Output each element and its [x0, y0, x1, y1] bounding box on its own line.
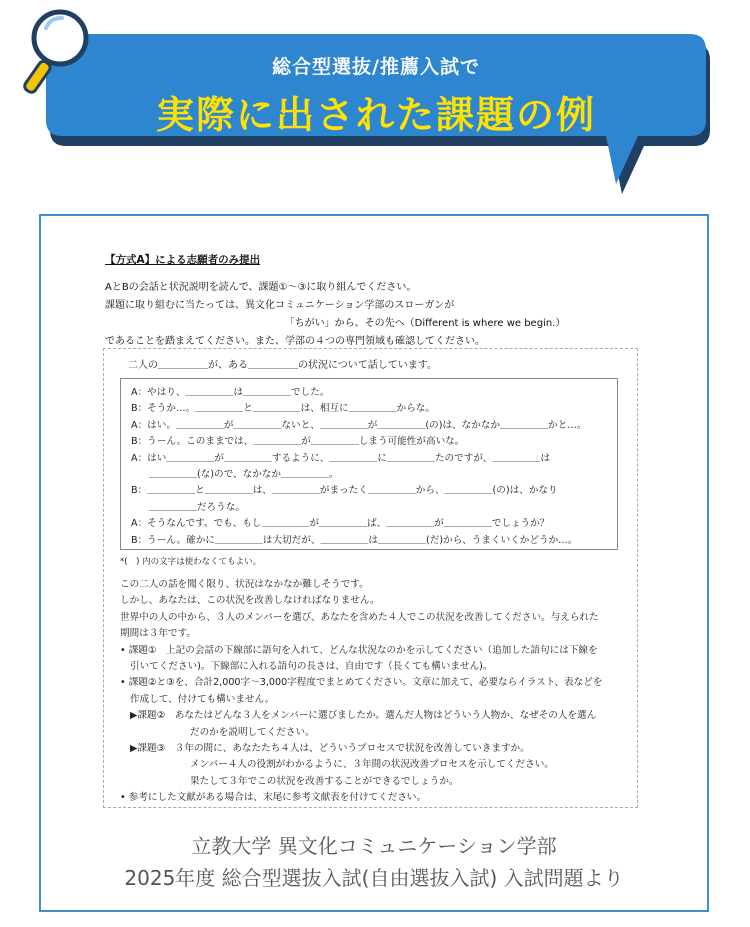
dialog-line: ＿＿＿＿＿(な)ので、なかなか＿＿＿＿＿。	[149, 469, 339, 481]
task-box	[103, 348, 638, 808]
intro-line: AとBの会話と状況説明を読んで、課題①～③に取り組んでください。	[105, 282, 417, 293]
document-heading: 【方式A】による志願者のみ提出	[105, 254, 261, 266]
task-intro: 二人の＿＿＿＿＿が、ある＿＿＿＿＿の状況について話しています。	[128, 360, 437, 371]
dialog-line: A：やはり、＿＿＿＿＿は＿＿＿＿＿でした。	[131, 387, 330, 398]
dialog-line: A：はい＿＿＿＿＿が＿＿＿＿＿するように、＿＿＿＿＿に＿＿＿＿＿たのですが、＿＿＿＿＿は	[131, 452, 551, 464]
intro-line: であることを踏まえてください。また、学部の４つの専門領域も確認してください。	[105, 336, 485, 347]
dialog-line: A：そうなんです。でも、もし＿＿＿＿＿が＿＿＿＿＿ば、＿＿＿＿＿が＿＿＿＿＿でしょうか？	[131, 518, 550, 530]
task-line: しかし、あなたは、この状況を改善しなければなりません。	[120, 595, 380, 607]
banner-title: 実際に出された課題の例	[155, 93, 596, 137]
dialog-line: B：うーん。このままでは、＿＿＿＿＿が＿＿＿＿＿しまう可能性が高いな。	[131, 436, 465, 448]
dialog-line: B：＿＿＿＿＿と＿＿＿＿＿は、＿＿＿＿＿がまったく＿＿＿＿＿から、＿＿＿＿＿(の)は、かなり	[131, 485, 558, 497]
task-line: • 参考にした文献がある場合は、末尾に参考文献表を付けてください。	[120, 792, 427, 804]
task-line: 作成して、付けても構いません。	[130, 693, 275, 705]
dialog-line: B：そうか…。＿＿＿＿＿と＿＿＿＿＿は、相互に＿＿＿＿＿からな。	[131, 403, 435, 415]
note-text: *( ) 内の文字は使わなくてもよい。	[120, 557, 262, 567]
dialog-line: A：はい。＿＿＿＿＿が＿＿＿＿＿ないと、＿＿＿＿＿が＿＿＿＿＿(の)は、なかなか＿＿＿＿＿かと…。	[131, 419, 587, 431]
task-line: 引いてください)。下線部に入れる語句の長さは、自由です（長くても構いません)。	[130, 661, 493, 673]
task-line: この二人の話を聞く限り、状況はなかなか難しそうです。	[120, 579, 369, 590]
title-banner	[40, 34, 712, 152]
task-description	[120, 577, 625, 807]
task-line: • 課題②と③を、合計2,000字～3,000字程度でまとめてください。文章に加えて、必要ならイラスト、表などを	[120, 677, 603, 689]
banner-subtitle: 総合型選抜/推薦入試で	[272, 56, 480, 78]
task-line: 果たして３年でこの状況を改善することができるでしょうか。	[190, 775, 459, 787]
task-line: 期間は３年です。	[120, 628, 196, 640]
exam-document-frame	[39, 214, 709, 912]
task-line: だのかを説明してください。	[190, 726, 315, 738]
task-line: • 課題① 上記の会話の下線部に語句を入れて、どんな状況なのかを示してください（追加した語句には下線を	[120, 644, 598, 656]
magnifier-icon	[22, 6, 90, 98]
source-caption-exam: 2025年度 総合型選抜入試(自由選抜入試) 入試問題より	[124, 866, 624, 890]
dialog-box	[120, 378, 618, 550]
dialog-line: B：うーん。確かに＿＿＿＿＿は大切だが、＿＿＿＿＿は＿＿＿＿＿(だ)から、うまくいくかどうか…。	[131, 534, 578, 546]
task-line: メンバー４人の役割がわかるように、３年間の状況改善プロセスを示してください。	[190, 759, 554, 771]
dialog-line: ＿＿＿＿＿だろうな。	[149, 501, 245, 513]
task-line: ▶課題② あなたはどんな３人をメンバーに選びましたか。選んだ人物はどういう人物か、なぜその人を選ん	[130, 710, 597, 722]
task-line: ▶課題③ ３年の間に、あなたたち４人は、どういうプロセスで状況を改善していきますか。	[130, 743, 530, 755]
task-line: 世界中の人の中から、３人のメンバーを選び、あなたを含めた４人でこの状況を改善してください。与えられた	[120, 611, 599, 623]
instructions-block	[105, 251, 625, 351]
source-caption-university: 立教大学 異文化コミュニケーション学部	[191, 834, 557, 858]
intro-line: 課題に取り組むに当たっては、異文化コミュニケーション学部のスローガンが	[105, 300, 455, 311]
slogan-line: 「ちがい」から、その先へ（Different is where we begin.）	[284, 318, 566, 329]
